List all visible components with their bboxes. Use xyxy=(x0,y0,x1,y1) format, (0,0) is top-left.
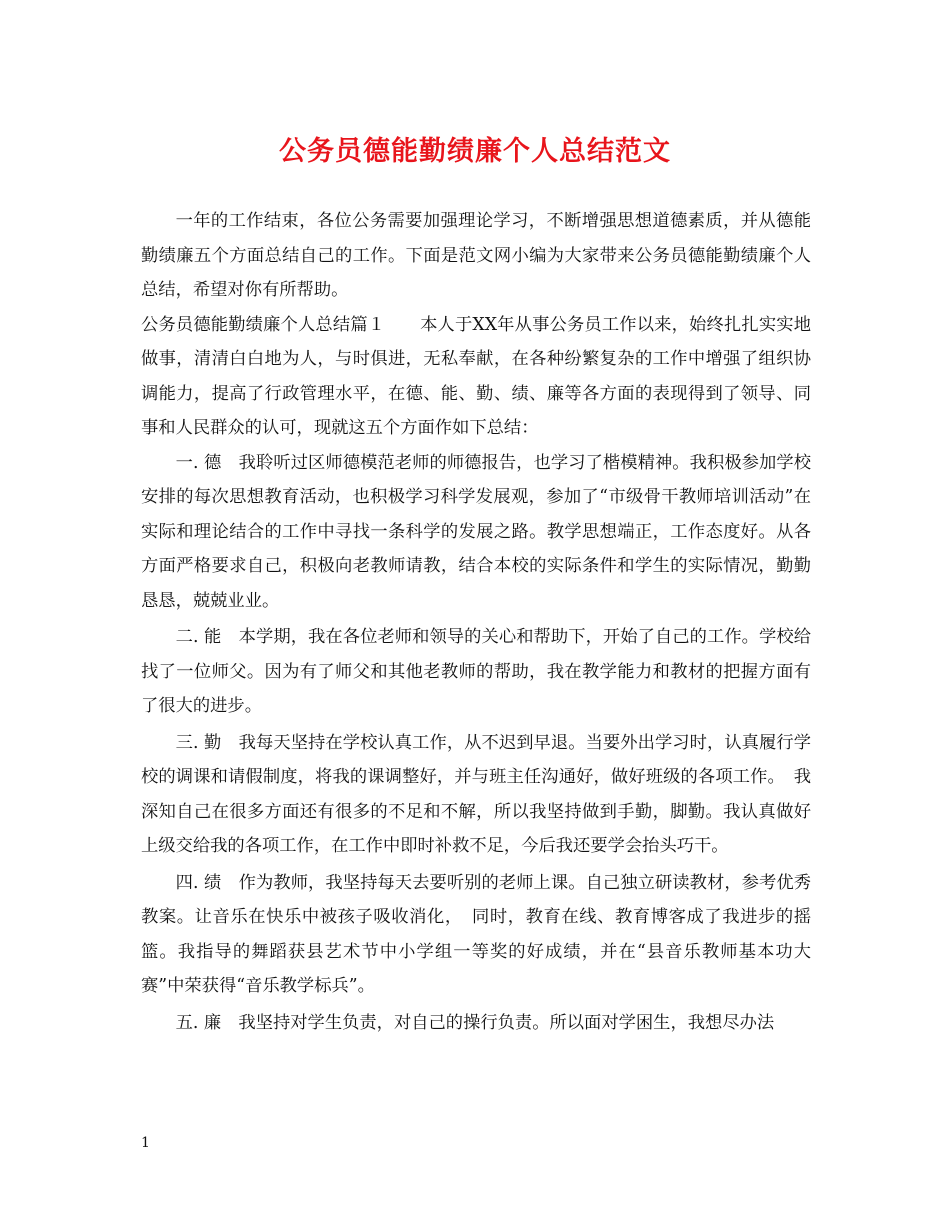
document-title: 公务员德能勤绩廉个人总结范文 xyxy=(279,136,671,167)
paragraph-diligence: 三. 勤 我每天坚持在学校认真工作，从不迟到早退。当要外出学习时，认真履行学校的调课和请假制度，将我的课调整好，并与班主任沟通好，做好班级的各项工作。 我深知自己在很多方面还有很多的不足和不解，所以我坚持做到手勤，脚勤。我认真做好上级交给我的各项工作，在工作中即时补救不足，今后我还要学会抬头巧干。 xyxy=(141,732,811,856)
paragraph-virtue: 一. 德 我聆听过区师德模范老师的师德报告，也学习了楷模精神。我积极参加学校安排的每次思想教育活动，也积极学习科学发展观，参加了“市级骨干教师培训活动”在实际和理论结合的工作中寻找一条科学的发展之路。教学思想端正，工作态度好。从各方面严格要求自己，积极向老教师请教，结合本校的实际条件和学生的实际情况，勤勤恳恳，兢兢业业。 xyxy=(141,452,811,611)
page-number: 1 xyxy=(141,1135,150,1151)
paragraph-section-1: 公务员德能勤绩廉个人总结篇１ 本人于XX年从事公务员工作以来，始终扎扎实实地做事，清清白白地为人，与时俱进，无私奉献，在各种纷繁复杂的工作中增强了组织协调能力，提高了行政管理水平，在德、能、勤、绩、廉等各方面的表现得到了领导、同事和人民群众的认可，现就这五个方面作如下总结： xyxy=(141,314,811,438)
paragraph-ability: 二. 能 本学期，我在各位老师和领导的关心和帮助下，开始了自己的工作。学校给找了一位师父。因为有了师父和其他老教师的帮助，我在教学能力和教材的把握方面有了很大的进步。 xyxy=(141,627,811,716)
paragraph-intro: 一年的工作结束，各位公务需要加强理论学习，不断增强思想道德素质，并从德能勤绩廉五个方面总结自己的工作。下面是范文网小编为大家带来公务员德能勤绩廉个人总结，希望对你有所帮助。 xyxy=(141,211,811,300)
document-body xyxy=(141,204,811,1040)
paragraph-achievement: 四. 绩 作为教师，我坚持每天去要听别的老师上课。自己独立研读教材，参考优秀教案。让音乐在快乐中被孩子吸收消化， 同时，教育在线、教育博客成了我进步的摇篮。我指导的舞蹈获县艺术节中小学组一等奖的好成绩，并在“县音乐教师基本功大赛”中荣获得“音乐教学标兵”。 xyxy=(141,872,811,996)
paragraph-integrity: 五. 廉 我坚持对学生负责，对自己的操行负责。所以面对学困生，我想尽办法 xyxy=(175,1012,775,1033)
